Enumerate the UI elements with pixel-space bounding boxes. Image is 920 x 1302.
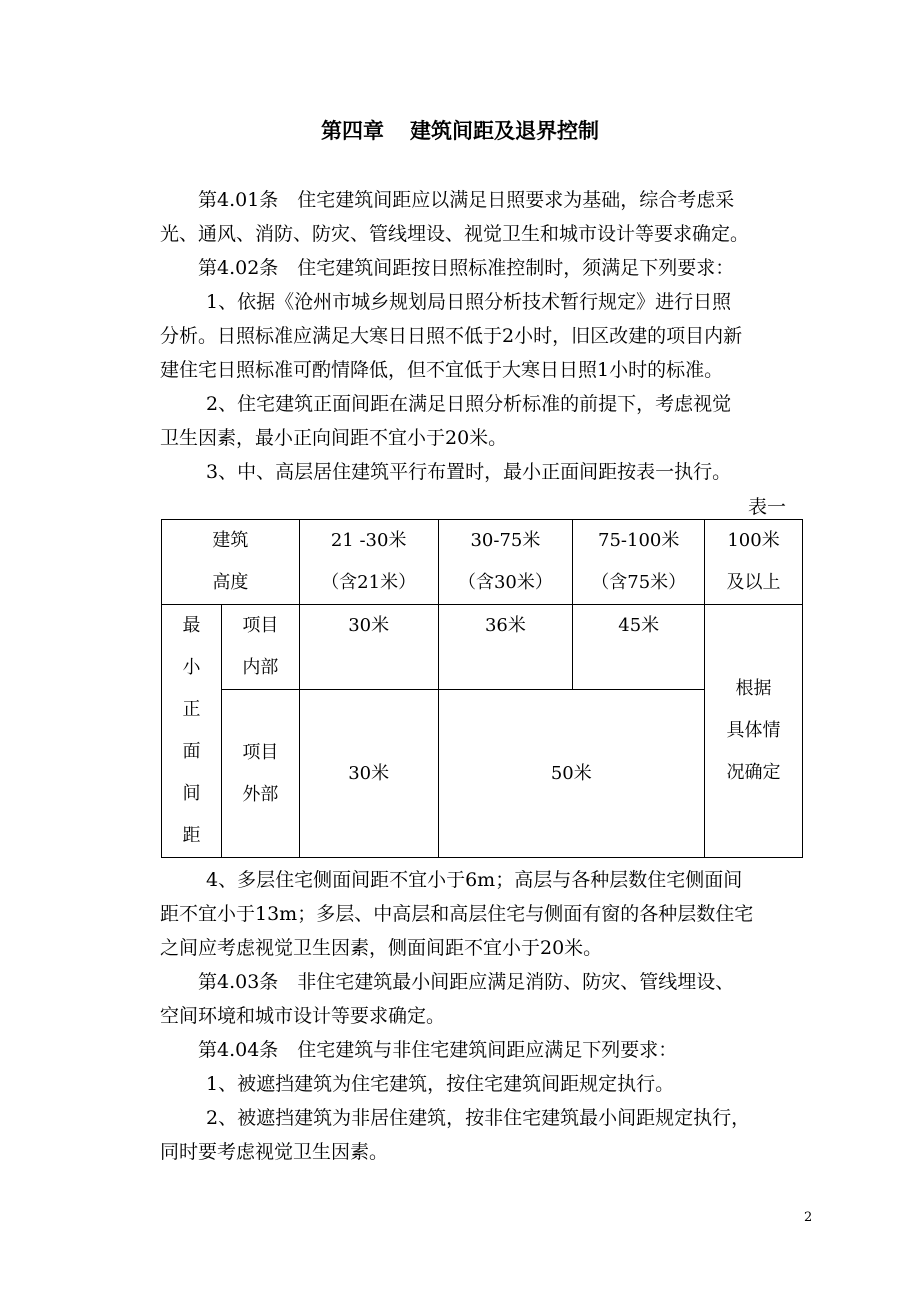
column-header: 100米 及以上 xyxy=(705,520,803,605)
item-2-line1: 2、住宅建筑正面间距在满足日照分析标准的前提下，考虑视觉 xyxy=(206,393,732,415)
row-label-inner: 项目 内部 xyxy=(221,605,299,690)
page-number: 2 xyxy=(804,1210,813,1225)
row-group-header: 最 小 正 面 间 距 xyxy=(162,605,222,858)
table-cell-merged: 50米 xyxy=(438,690,705,858)
item-4-04-2-line1: 2、被遮挡建筑为非居住建筑，按非住宅建筑最小间距规定执行， xyxy=(206,1107,751,1129)
item-4-line3: 之间应考虑视觉卫生因素，侧面间距不宜小于20米。 xyxy=(160,937,603,959)
column-header: 75-100米 （含75米） xyxy=(573,520,705,605)
article-4-03-line1: 第4.03条 非住宅建筑最小间距应满足消防、防灾、管线埋设、 xyxy=(198,971,735,993)
column-header: 21 -30米 （含21米） xyxy=(299,520,438,605)
table-cell: 30米 xyxy=(299,690,438,858)
item-3: 3、中、高层居住建筑平行布置时，最小正面间距按表一执行。 xyxy=(206,461,732,483)
table-caption: 表一 xyxy=(748,496,787,518)
article-4-01-line2: 光、通风、消防、防灾、管线埋设、视觉卫生和城市设计等要求确定。 xyxy=(160,223,750,245)
table-cell: 30米 xyxy=(299,605,438,690)
item-4-line2: 距不宜小于13m；多层、中高层和高层住宅与侧面有窗的各种层数住宅 xyxy=(160,903,754,925)
item-1-line3: 建住宅日照标准可酌情降低，但不宜低于大寒日日照1小时的标准。 xyxy=(160,359,724,381)
article-4-02: 第4.02条 住宅建筑间距按日照标准控制时，须满足下列要求： xyxy=(198,257,735,279)
item-4-04-2-line2: 同时要考虑视觉卫生因素。 xyxy=(160,1141,389,1163)
article-4-03-line2: 空间环境和城市设计等要求确定。 xyxy=(160,1005,446,1027)
item-4-04-1: 1、被遮挡建筑为住宅建筑，按住宅建筑间距规定执行。 xyxy=(206,1073,675,1095)
chapter-number: 第四章 xyxy=(321,119,384,143)
article-4-04: 第4.04条 住宅建筑与非住宅建筑间距应满足下列要求： xyxy=(198,1039,678,1061)
spacing-table xyxy=(161,519,803,858)
table-row-inner xyxy=(162,605,803,690)
table-cell: 45米 xyxy=(573,605,705,690)
item-1-line1: 1、依据《沧州市城乡规划局日照分析技术暂行规定》进行日照 xyxy=(206,291,732,313)
table-header-row xyxy=(162,520,803,605)
item-2-line2: 卫生因素，最小正向间距不宜小于20米。 xyxy=(160,427,508,449)
column-header: 30-75米 （含30米） xyxy=(438,520,573,605)
item-4-line1: 4、多层住宅侧面间距不宜小于6m；高层与各种层数住宅侧面间 xyxy=(206,869,743,891)
row-label-outer: 项目 外部 xyxy=(221,690,299,858)
item-1-line2: 分析。日照标准应满足大寒日日照不低于2小时，旧区改建的项目内新 xyxy=(160,325,743,347)
last-column-merged: 根据 具体情 况确定 xyxy=(705,605,803,858)
article-4-01-line1: 第4.01条 住宅建筑间距应以满足日照要求为基础，综合考虑采 xyxy=(198,189,735,211)
chapter-title xyxy=(0,116,920,146)
table-cell: 36米 xyxy=(438,605,573,690)
corner-header: 建筑 高度 xyxy=(162,520,300,605)
chapter-name: 建筑间距及退界控制 xyxy=(410,119,599,143)
